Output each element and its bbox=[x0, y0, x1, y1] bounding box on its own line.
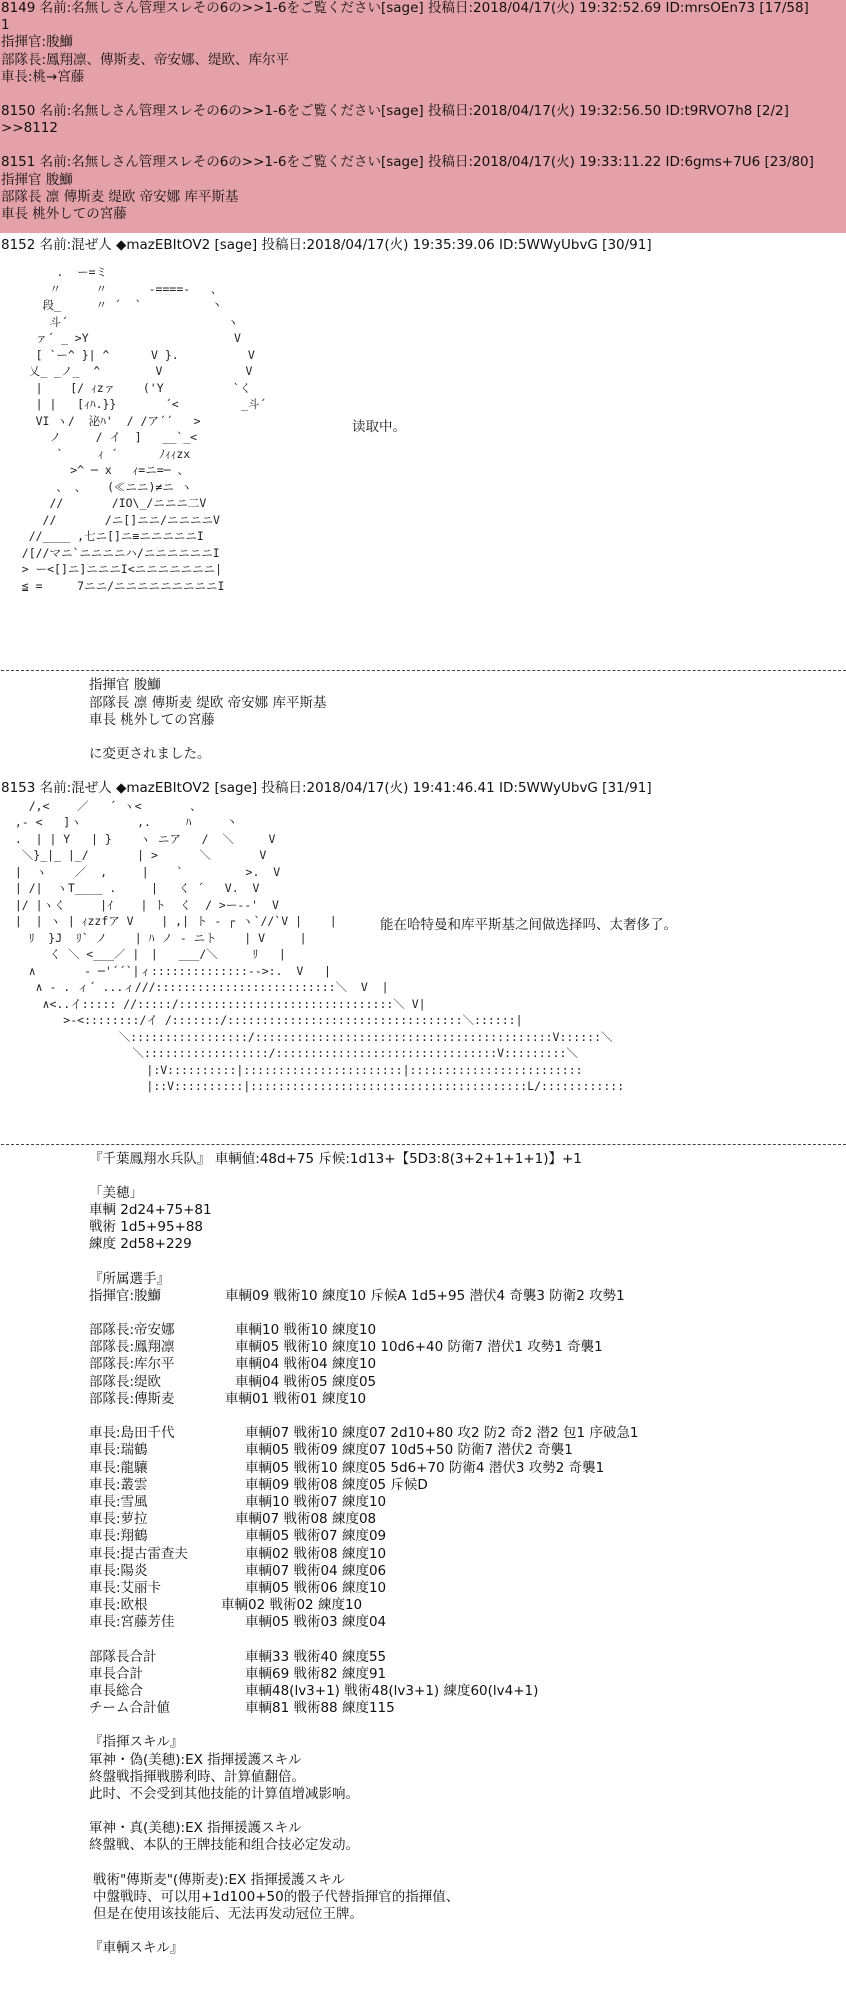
meiho-stat: 戦術 1d5+95+88 bbox=[89, 1219, 204, 1236]
member-stats: 車輌07 戦術04 練度06 bbox=[245, 1562, 387, 1579]
totals-values: 車輌48(lv3+1) 戦術48(lv3+1) 練度60(lv4+1) bbox=[245, 1682, 539, 1699]
skill-line: 終盤戦、本队的王牌技能和组合技必定发动。 bbox=[89, 1837, 359, 1854]
totals-row bbox=[89, 1649, 846, 1666]
ascii-art-caption: 读取中。 bbox=[352, 419, 406, 436]
totals-values: 車輌33 戦術40 練度55 bbox=[245, 1648, 387, 1665]
skill-line: 中盤戦時、可以用+1d100+50的骰子代替指揮官的指揮值、 bbox=[93, 1888, 460, 1905]
post-line: 指揮官 朘鰤 bbox=[1, 171, 73, 188]
post-line: 部隊長 凛 傳斯麦 缇欧 帝安娜 库平斯基 bbox=[1, 188, 239, 205]
skill-line: 終盤戦指揮戦勝利時、計算値翻倍。 bbox=[89, 1768, 305, 1785]
roster-row bbox=[89, 1425, 846, 1442]
post-line: 指揮官 朘鰤 bbox=[89, 677, 161, 694]
member-name: 車長:雪風 bbox=[89, 1493, 148, 1510]
section-title: 『車輌スキル』 bbox=[89, 1940, 184, 1957]
skill-line: 此时、不会受到其他技能的计算值增减影响。 bbox=[89, 1785, 359, 1802]
post-header: 8152 名前:混ぜ人 ◆mazEBItOV2 [sage] 投稿日:2018/04/17(火) 19:35:39.06 ID:5WWyUbvG [30/91] bbox=[1, 237, 652, 254]
ascii-art-caption: 能在哈特曼和库平斯基之间做选择吗、太奢侈了。 bbox=[380, 916, 677, 933]
skill-line: 軍神・偽(美穂):EX 指揮援護スキル bbox=[89, 1751, 302, 1768]
team-sheet bbox=[1, 1151, 846, 1958]
ascii-art: /,< ／ ´ ヽ< 、 ,- < ]ヽ ,. ﾊ 丶 . | | Y | } ヽ ニア / ＼ V ＼}_|_ |_/ | > ＼ V | ヽ ／ , | ` >. V | /| ヽT____ . | く ´ V. V |/ |ヽく |ｲ | ト く / >ー--' V | | ヽ | ｨzzfア V | ,| ト - ┌ ヽ`//`V | | ﾘ }J ﾘ` ノ | ﾊ ノ - ニト | V | く ＼ <___／ | | ___/＼ ﾘ | ∧ ‐ ─'´´`|ィ::::::::::::::-->:. V | ∧ ‐ . ィ´ ...ィ///::::::::::::::::::::::::::＼ V | ∧<..イ::::: //:::::/:::::::::::::::::::::::::::::::＼ V| >-<::::::::/イ /:::::::/::::::::::::::::::::::::::::::::::＼::::::| ＼:::::::::::::::::/:::::::::::::::::::::::::::::::::::::::::::V::::::＼ ＼::::::::::::::::::/::::::::::::::::::::::::::::::::V:::::::::＼ |:V::::::::::|:::::::::::::::::::::::|::::::::::::::::::::::::: |::V::::::::::|::::::::::::::::::::::::::::::::::::::::L/:::::::::::: bbox=[14, 798, 625, 1094]
post-header: 8151 名前:名無しさん管理スレその6の>>1-6をご覧ください[sage] 投稿日:2018/04/17(火) 19:33:11.22 ID:6gms+7U6 [23/80] bbox=[1, 154, 814, 171]
roster-row bbox=[89, 1511, 846, 1528]
post-header: 8153 名前:混ぜ人 ◆mazEBItOV2 [sage] 投稿日:2018/04/17(火) 19:41:46.41 ID:5WWyUbvG [31/91] bbox=[1, 780, 652, 797]
member-name: 指揮官:朘鰤 bbox=[89, 1287, 162, 1304]
roster-row bbox=[89, 1391, 846, 1408]
totals-label: 車長合計 bbox=[89, 1665, 143, 1682]
post-line bbox=[89, 729, 846, 746]
totals-row bbox=[89, 1666, 846, 1683]
ascii-art-block bbox=[1, 254, 846, 664]
post-message bbox=[1, 677, 846, 763]
member-name: 車長:龍驤 bbox=[89, 1459, 148, 1476]
member-name: 車長:萝拉 bbox=[89, 1511, 148, 1528]
meiho-stat: 車輌 2d24+75+81 bbox=[89, 1202, 212, 1219]
post-line: 車長 桃外しての宮藤 bbox=[89, 711, 215, 728]
member-stats: 車輌10 戦術10 練度10 bbox=[235, 1322, 377, 1339]
roster-row bbox=[89, 1563, 846, 1580]
post-8150 bbox=[0, 103, 846, 137]
roster-row bbox=[89, 1356, 846, 1373]
roster-row bbox=[89, 1322, 846, 1339]
roster-row bbox=[89, 1460, 846, 1477]
member-name: 車長:翔鶴 bbox=[89, 1528, 148, 1545]
roster-row bbox=[89, 1477, 846, 1494]
member-name: 車長:叢雲 bbox=[89, 1476, 148, 1493]
roster-row bbox=[89, 1580, 846, 1597]
member-stats: 車輌04 戦術04 練度10 bbox=[235, 1356, 377, 1373]
post-8152 bbox=[0, 237, 846, 763]
member-stats: 車輌05 戦術10 練度05 5d6+70 防衛4 潜伏3 攻勢2 奇襲1 bbox=[245, 1459, 605, 1476]
post-line: に変更されました。 bbox=[89, 746, 211, 763]
roster-row bbox=[89, 1374, 846, 1391]
member-name: 部隊長:缇欧 bbox=[89, 1373, 162, 1390]
member-stats: 車輌09 戦術08 練度05 斥候D bbox=[245, 1476, 428, 1493]
post-header: 8149 名前:名無しさん管理スレその6の>>1-6をご覧ください[sage] 投稿日:2018/04/17(火) 19:32:52.69 ID:mrsOEn73 [17/58] bbox=[1, 0, 809, 16]
skill-line: 軍神・真(美穂):EX 指揮援護スキル bbox=[89, 1820, 302, 1837]
section-title: 『所属選手』 bbox=[89, 1270, 170, 1287]
post-8151 bbox=[0, 154, 846, 223]
member-stats: 車輌04 戦術05 練度05 bbox=[235, 1373, 377, 1390]
totals-row bbox=[89, 1683, 846, 1700]
member-name: 車長:提古雷查夫 bbox=[89, 1545, 189, 1562]
member-name: 部隊長:鳳翔凛 bbox=[89, 1339, 175, 1356]
totals-values: 車輌81 戦術88 練度115 bbox=[245, 1700, 395, 1717]
roster-row bbox=[89, 1494, 846, 1511]
member-name: 車長:陽炎 bbox=[89, 1562, 148, 1579]
totals-row bbox=[89, 1700, 846, 1717]
post-line: 部隊長 凛 傳斯麦 缇欧 帝安娜 库平斯基 bbox=[89, 694, 327, 711]
member-stats: 車輌05 戦術07 練度09 bbox=[245, 1528, 387, 1545]
member-name: 車長:艾丽卡 bbox=[89, 1579, 162, 1596]
totals-label: 部隊長合計 bbox=[89, 1648, 157, 1665]
section-title: 「美穂」 bbox=[89, 1184, 143, 1201]
reply-link[interactable]: >>8112 bbox=[1, 120, 58, 137]
roster-row bbox=[89, 1288, 846, 1305]
skill-line: 但是在使用该技能后、无法再发动冠位王牌。 bbox=[93, 1905, 363, 1922]
member-stats: 車輌02 戦術08 練度10 bbox=[245, 1545, 387, 1562]
totals-values: 車輌69 戦術82 練度91 bbox=[245, 1665, 387, 1682]
post-8149 bbox=[0, 0, 846, 86]
member-name: 部隊長:帝安娜 bbox=[89, 1322, 175, 1339]
roster-row bbox=[89, 1339, 846, 1356]
member-name: 部隊長:傳斯麦 bbox=[89, 1390, 175, 1407]
roster-row bbox=[89, 1442, 846, 1459]
post-header: 8150 名前:名無しさん管理スレその6の>>1-6をご覧ください[sage] 投稿日:2018/04/17(火) 19:32:56.50 ID:t9RVO7h8 [2/2] bbox=[1, 103, 789, 120]
highlighted-posts bbox=[0, 0, 846, 233]
member-name: 部隊長:库尔平 bbox=[89, 1356, 175, 1373]
member-stats: 車輌07 戦術08 練度08 bbox=[235, 1511, 377, 1528]
member-name: 車長:瑞鶴 bbox=[89, 1442, 148, 1459]
divider-line bbox=[1, 670, 846, 671]
team-title: 『千葉鳳翔水兵队』 車輌値:48d+75 斥候:1d13+【5D3:8(3+2+1+1+1)】+1 bbox=[89, 1150, 582, 1167]
divider-line bbox=[1, 1144, 846, 1145]
member-name: 車長:島田千代 bbox=[89, 1425, 175, 1442]
post-line: 部隊長:鳳翔凛、傳斯麦、帝安娜、缇欧、库尔平 bbox=[1, 51, 290, 68]
member-stats: 車輌10 戦術07 練度10 bbox=[245, 1493, 387, 1510]
member-name: 車長:欧根 bbox=[89, 1597, 148, 1614]
post-line: 車長 桃外しての宮藤 bbox=[1, 206, 127, 223]
member-stats: 車輌05 戦術03 練度04 bbox=[245, 1614, 387, 1631]
post-line: 1 bbox=[1, 17, 10, 34]
ascii-art-block bbox=[1, 798, 846, 1140]
totals-label: 車長総合 bbox=[89, 1682, 143, 1699]
member-stats: 車輌02 戦術02 練度10 bbox=[221, 1597, 363, 1614]
post-8153 bbox=[0, 780, 846, 1957]
section-title: 『指揮スキル』 bbox=[89, 1734, 184, 1751]
member-stats: 車輌01 戦術01 練度10 bbox=[225, 1390, 367, 1407]
member-stats: 車輌05 戦術10 練度10 10d6+40 防衛7 潜伏1 攻勢1 奇襲1 bbox=[235, 1339, 603, 1356]
member-stats: 車輌05 戦術06 練度10 bbox=[245, 1579, 387, 1596]
roster-row bbox=[89, 1614, 846, 1631]
ascii-art: . ー=ミ 〃 〃 -====- 、 段_ 〃 ´ ` 丶 斗´ ヽ ァ´ _ >Y V [ `ー^ }| ^ V }. V 乂_ _ノ_ ^ V V | [/ ｨzァ ('Y `く | | [ｨﾊ.}} ´< _斗´ VI ヽ/ 泌ﾊ' / /ア´´ > ノ / イ ] __`_< ` ｨ ´ ﾉｨｨzx >^ ─ x ｨ=ニ=─ 、 、 、 (≪ニニ)≠ニ ヽ // /IO\_/ニニニ二V // /ニ[]ニニ/ニニニニV //____ ,七ニ[]ニ≡ニニニニニI /[//マニ`ニニニニハ/ニニニニニニI > ー<[]ニ]ニニニI<ニニニニニニニ| ≦ = 7ニニ/ニニニニニニニニニI bbox=[21, 265, 267, 593]
roster-row bbox=[89, 1597, 846, 1614]
member-stats: 車輌05 戦術09 練度07 10d5+50 防衛7 潜伏2 奇襲1 bbox=[245, 1442, 573, 1459]
post-line: 車長:桃→宮藤 bbox=[1, 68, 85, 85]
roster-row bbox=[89, 1528, 846, 1545]
meiho-stat: 練度 2d58+229 bbox=[89, 1236, 192, 1253]
post-line: 指揮官:朘鰤 bbox=[1, 34, 74, 51]
member-stats: 車輌07 戦術10 練度07 2d10+80 攻2 防2 奇2 潜2 包1 序破急1 bbox=[245, 1425, 639, 1442]
member-name: 車長:宮藤芳佳 bbox=[89, 1614, 175, 1631]
member-stats: 車輌09 戦術10 練度10 斥候A 1d5+95 潜伏4 奇襲3 防衛2 攻勢1 bbox=[225, 1287, 625, 1304]
totals-label: チーム合計値 bbox=[89, 1700, 170, 1717]
skill-line: 戦術"傳斯麦"(傳斯麦):EX 指揮援護スキル bbox=[93, 1871, 345, 1888]
roster-row bbox=[89, 1546, 846, 1563]
